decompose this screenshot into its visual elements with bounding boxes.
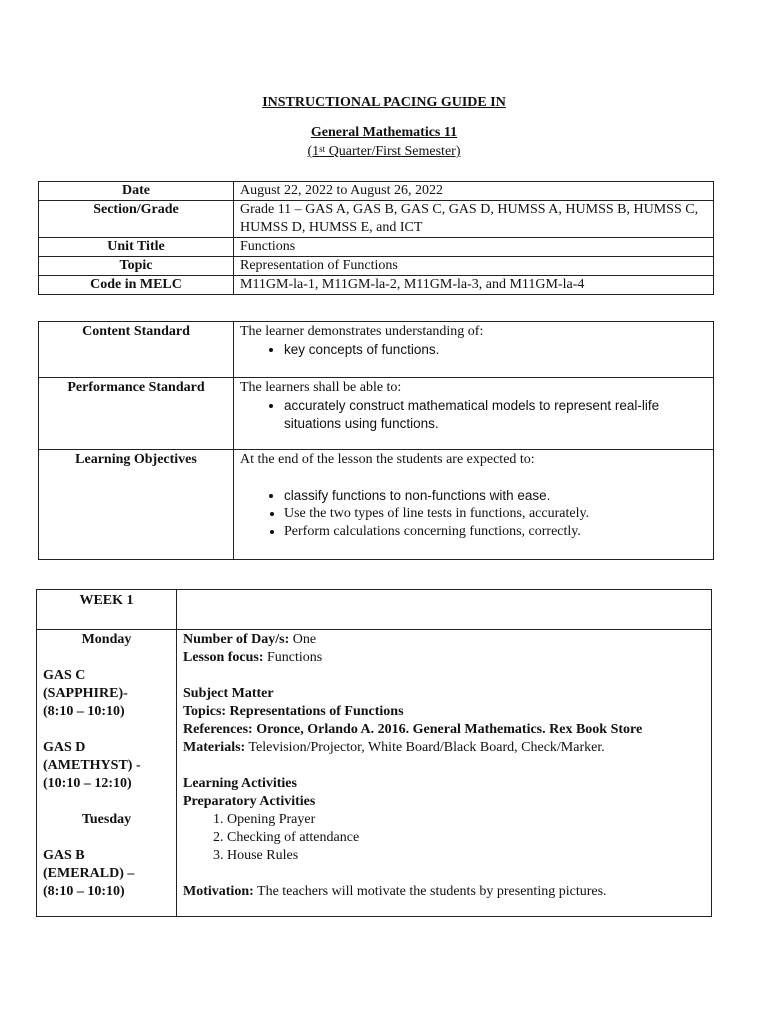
motivation-line (183, 883, 705, 901)
motivation-label: Motivation: (183, 884, 254, 899)
table-row (39, 276, 714, 295)
table-row (39, 182, 714, 201)
list-item: • Use the two types of line tests in functions, accurately. (284, 505, 707, 523)
learning-objectives-label: Learning Objectives (39, 450, 234, 560)
section-gas-b-name: (EMERALD) – (43, 866, 135, 881)
info-label: Section/Grade (39, 201, 234, 238)
motivation-value: The teachers will motivate the students by presenting pictures. (253, 884, 607, 899)
list-item: • classify functions to non-functions with ease. (284, 487, 707, 505)
info-label: Date (39, 182, 234, 201)
table-row (39, 257, 714, 276)
content-standard-cell (234, 322, 714, 378)
info-value: August 22, 2022 to August 26, 2022 (234, 182, 714, 201)
table-row (39, 378, 714, 450)
materials-line (183, 739, 705, 757)
info-value: Representation of Functions (234, 257, 714, 276)
document-title: INSTRUCTIONAL PACING GUIDE IN (262, 95, 506, 110)
day-monday: Monday (81, 632, 132, 647)
list-item: 1. Opening Prayer (227, 811, 705, 829)
lesson-plan-cell (177, 630, 712, 917)
focus-line (183, 649, 705, 667)
learning-objectives-intro: At the end of the lesson the students are expected to: (240, 452, 535, 467)
content-standard-intro: The learner demonstrates understanding of: (240, 324, 484, 339)
info-label: Unit Title (39, 238, 234, 257)
section-gas-b-time: (8:10 – 10:10) (43, 884, 125, 899)
week-table (36, 589, 712, 917)
section-gas-c-name: (SAPPHIRE)- (43, 686, 128, 701)
materials-value: Television/Projector, White Board/Black Board, Check/Marker. (245, 740, 605, 755)
section-gas-c: GAS C (43, 668, 86, 683)
quarter-rest: Quarter/First Semester) (325, 144, 461, 159)
learning-objectives-cell (234, 450, 714, 560)
performance-standard-cell (234, 378, 714, 450)
references-line: References: Oronce, Orlando A. 2016. General Mathematics. Rex Book Store (183, 722, 643, 737)
table-row (39, 450, 714, 560)
table-row (39, 322, 714, 378)
info-label: Topic (39, 257, 234, 276)
performance-standard-intro: The learners shall be able to: (240, 380, 402, 395)
performance-standard-list (240, 397, 707, 433)
week-label: WEEK 1 (37, 590, 177, 630)
days-label: Number of Day/s: (183, 632, 290, 647)
focus-label: Lesson focus: (183, 650, 264, 665)
subject-title: General Mathematics 11 (310, 125, 458, 140)
section-gas-b: GAS B (43, 848, 85, 863)
info-table (38, 181, 714, 295)
table-row (39, 238, 714, 257)
performance-standard-label: Performance Standard (39, 378, 234, 450)
learning-activities-heading: Learning Activities (183, 776, 297, 791)
materials-label: Materials: (183, 740, 246, 755)
section-gas-d-name: (AMETHYST) - (43, 758, 141, 773)
content-standard-list (240, 341, 707, 359)
list-item: • Perform calculations concerning functions, correctly. (284, 523, 707, 541)
list-item: 2. Checking of attendance (227, 829, 705, 847)
preparatory-list (183, 811, 705, 865)
info-value: Grade 11 – GAS A, GAS B, GAS C, GAS D, HUMSS A, HUMSS B, HUMSS C, HUMSS D, HUMSS E, and ICT (234, 201, 714, 238)
days-value: One (289, 632, 317, 647)
list-item: • key concepts of functions. (284, 341, 707, 359)
info-label: Code in MELC (39, 276, 234, 295)
table-row (39, 201, 714, 238)
list-item: • accurately construct mathematical models to represent real-life situations using functions. (284, 397, 707, 433)
section-gas-d-time: (10:10 – 12:10) (43, 776, 132, 791)
quarter-subtitle (0, 143, 768, 161)
topics-line: Topics: Representations of Functions (183, 704, 404, 719)
table-row (37, 590, 712, 630)
learning-objectives-list (240, 487, 707, 541)
week-header-empty (177, 590, 712, 630)
standards-table (38, 321, 714, 560)
info-value: M11GM-la-1, M11GM-la-2, M11GM-la-3, and M11GM-la-4 (234, 276, 714, 295)
schedule-cell (37, 630, 177, 917)
table-row (37, 630, 712, 917)
section-gas-c-time: (8:10 – 10:10) (43, 704, 125, 719)
subject-matter-heading: Subject Matter (183, 686, 274, 701)
preparatory-heading: Preparatory Activities (183, 794, 316, 809)
list-item: 3. House Rules (227, 847, 705, 865)
section-gas-d: GAS D (43, 740, 86, 755)
content-standard-label: Content Standard (39, 322, 234, 378)
quarter-sup: st (319, 144, 326, 154)
days-line (183, 631, 705, 649)
day-tuesday: Tuesday (81, 812, 132, 827)
quarter-open: (1 (307, 144, 320, 159)
focus-value: Functions (263, 650, 323, 665)
info-value: Functions (234, 238, 714, 257)
